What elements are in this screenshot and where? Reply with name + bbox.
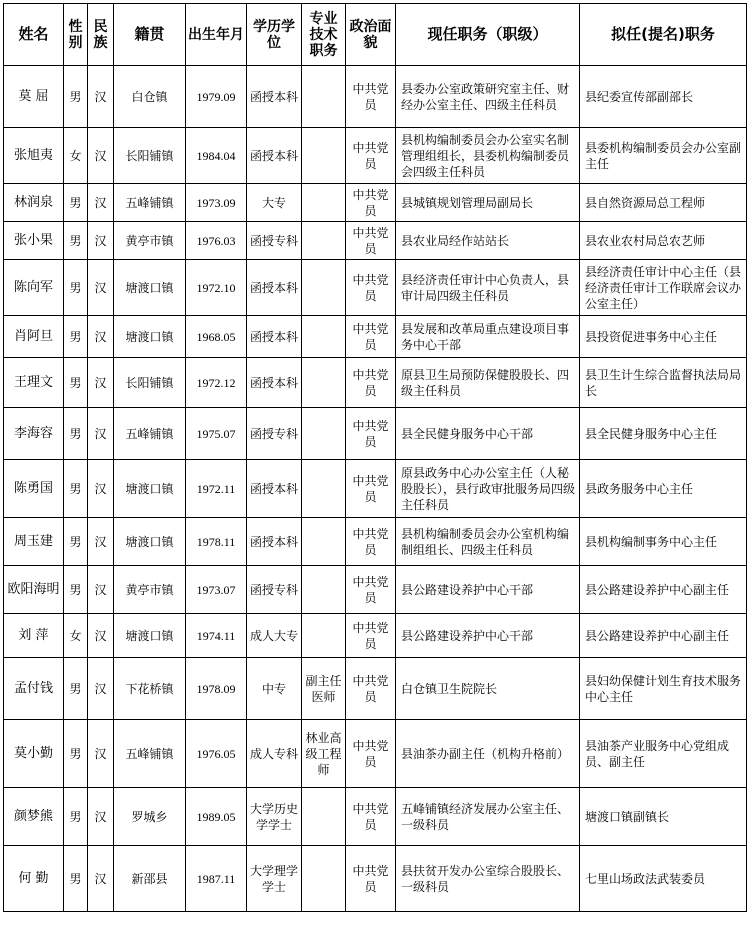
- cell-name: 张旭夷: [4, 128, 64, 184]
- cell-proposed-position: 县自然资源局总工程师: [580, 184, 747, 222]
- header-ethnicity: 民族: [88, 4, 114, 66]
- cell-ethnicity: 汉: [88, 788, 114, 846]
- cell-title: [302, 128, 346, 184]
- cell-hometown: 塘渡口镇: [114, 316, 186, 358]
- cell-proposed-position: 县经济责任审计中心主任（县经济责任审计工作联席会议办公室主任）: [580, 260, 747, 316]
- table-row: [4, 408, 747, 460]
- cell-proposed-position: 县政务服务中心主任: [580, 460, 747, 518]
- cell-political: 中共党员: [346, 222, 396, 260]
- cell-gender: 男: [64, 720, 88, 788]
- cell-gender: 男: [64, 460, 88, 518]
- cell-education: 成人大专: [247, 614, 302, 658]
- cell-name: 王理文: [4, 358, 64, 408]
- cell-education: 成人专科: [247, 720, 302, 788]
- cell-birth: 1976.05: [186, 720, 247, 788]
- cell-gender: 男: [64, 358, 88, 408]
- cell-political: 中共党员: [346, 184, 396, 222]
- table-row: [4, 846, 747, 912]
- cell-name: 刘 萍: [4, 614, 64, 658]
- cell-ethnicity: 汉: [88, 408, 114, 460]
- cell-proposed-position: 县农业农村局总农艺师: [580, 222, 747, 260]
- cell-birth: 1976.03: [186, 222, 247, 260]
- cell-ethnicity: 汉: [88, 222, 114, 260]
- cell-proposed-position: 县全民健身服务中心主任: [580, 408, 747, 460]
- header-name: 姓名: [4, 4, 64, 66]
- cell-political: 中共党员: [346, 316, 396, 358]
- cell-hometown: 塘渡口镇: [114, 518, 186, 566]
- cell-proposed-position: 县公路建设养护中心副主任: [580, 566, 747, 614]
- table-row: [4, 720, 747, 788]
- table-row: [4, 788, 747, 846]
- cell-education: 函授本科: [247, 260, 302, 316]
- cell-title: [302, 66, 346, 128]
- cell-education: 函授本科: [247, 128, 302, 184]
- cell-birth: 1973.07: [186, 566, 247, 614]
- cell-current-position: 五峰铺镇经济发展办公室主任、一级科员: [396, 788, 580, 846]
- cell-current-position: 县扶贫开发办公室综合股股长、一级科员: [396, 846, 580, 912]
- cell-name: 李海容: [4, 408, 64, 460]
- cell-title: [302, 408, 346, 460]
- cell-name: 孟付钱: [4, 658, 64, 720]
- header-hometown: 籍贯: [114, 4, 186, 66]
- cell-title: [302, 788, 346, 846]
- cell-ethnicity: 汉: [88, 66, 114, 128]
- cell-birth: 1974.11: [186, 614, 247, 658]
- cell-gender: 男: [64, 518, 88, 566]
- cell-proposed-position: 塘渡口镇副镇长: [580, 788, 747, 846]
- cell-gender: 男: [64, 66, 88, 128]
- cell-current-position: 原县卫生局预防保健股股长、四级主任科员: [396, 358, 580, 408]
- cell-ethnicity: 汉: [88, 128, 114, 184]
- cell-proposed-position: 县投资促进事务中心主任: [580, 316, 747, 358]
- table-row: [4, 460, 747, 518]
- cell-hometown: 五峰铺镇: [114, 408, 186, 460]
- cell-gender: 女: [64, 128, 88, 184]
- cell-education: 函授专科: [247, 566, 302, 614]
- header-political: 政治面貌: [346, 4, 396, 66]
- header-proposed-position: 拟任(提名)职务: [580, 4, 747, 66]
- cell-hometown: 塘渡口镇: [114, 614, 186, 658]
- table-row: [4, 128, 747, 184]
- cell-proposed-position: 县公路建设养护中心副主任: [580, 614, 747, 658]
- cell-hometown: 下花桥镇: [114, 658, 186, 720]
- cell-name: 陈向军: [4, 260, 64, 316]
- cell-ethnicity: 汉: [88, 614, 114, 658]
- cell-name: 莫 屈: [4, 66, 64, 128]
- cell-name: 何 勤: [4, 846, 64, 912]
- cell-title: [302, 260, 346, 316]
- cell-political: 中共党员: [346, 614, 396, 658]
- cell-name: 莫小勤: [4, 720, 64, 788]
- cell-current-position: 县公路建设养护中心干部: [396, 566, 580, 614]
- table-row: [4, 614, 747, 658]
- table-row: [4, 518, 747, 566]
- personnel-table: [3, 3, 747, 912]
- cell-current-position: 县机构编制委员会办公室机构编制组组长、四级主任科员: [396, 518, 580, 566]
- cell-gender: 男: [64, 260, 88, 316]
- cell-education: 函授本科: [247, 316, 302, 358]
- table-row: [4, 66, 747, 128]
- cell-proposed-position: 县纪委宣传部副部长: [580, 66, 747, 128]
- cell-current-position: 白仓镇卫生院院长: [396, 658, 580, 720]
- cell-gender: 男: [64, 316, 88, 358]
- cell-title: [302, 614, 346, 658]
- cell-birth: 1972.11: [186, 460, 247, 518]
- cell-birth: 1968.05: [186, 316, 247, 358]
- cell-proposed-position: 县卫生计生综合监督执法局局长: [580, 358, 747, 408]
- table-row: [4, 358, 747, 408]
- cell-education: 大学历史学学士: [247, 788, 302, 846]
- cell-name: 陈勇国: [4, 460, 64, 518]
- cell-birth: 1984.04: [186, 128, 247, 184]
- cell-gender: 男: [64, 184, 88, 222]
- cell-hometown: 长阳铺镇: [114, 358, 186, 408]
- table-row: [4, 566, 747, 614]
- cell-birth: 1978.11: [186, 518, 247, 566]
- cell-current-position: 县发展和改革局重点建设项目事务中心干部: [396, 316, 580, 358]
- cell-title: [302, 358, 346, 408]
- cell-ethnicity: 汉: [88, 460, 114, 518]
- table-row: [4, 222, 747, 260]
- header-title: 专业技术职务: [302, 4, 346, 66]
- cell-education: 函授本科: [247, 66, 302, 128]
- cell-ethnicity: 汉: [88, 846, 114, 912]
- cell-name: 肖阿旦: [4, 316, 64, 358]
- cell-name: 林润泉: [4, 184, 64, 222]
- cell-gender: 女: [64, 614, 88, 658]
- cell-title: 林业高级工程师: [302, 720, 346, 788]
- cell-ethnicity: 汉: [88, 358, 114, 408]
- cell-current-position: 县油茶办副主任（机构升格前）: [396, 720, 580, 788]
- cell-title: [302, 518, 346, 566]
- cell-hometown: 五峰铺镇: [114, 720, 186, 788]
- cell-proposed-position: 七里山场政法武装委员: [580, 846, 747, 912]
- cell-ethnicity: 汉: [88, 566, 114, 614]
- cell-title: 副主任医师: [302, 658, 346, 720]
- cell-gender: 男: [64, 658, 88, 720]
- cell-birth: 1978.09: [186, 658, 247, 720]
- cell-political: 中共党员: [346, 518, 396, 566]
- cell-birth: 1973.09: [186, 184, 247, 222]
- cell-ethnicity: 汉: [88, 260, 114, 316]
- cell-birth: 1987.11: [186, 846, 247, 912]
- cell-current-position: 县经济责任审计中心负责人，县审计局四级主任科员: [396, 260, 580, 316]
- cell-ethnicity: 汉: [88, 658, 114, 720]
- cell-current-position: 县公路建设养护中心干部: [396, 614, 580, 658]
- cell-gender: 男: [64, 566, 88, 614]
- cell-political: 中共党员: [346, 788, 396, 846]
- table-row: [4, 184, 747, 222]
- cell-political: 中共党员: [346, 66, 396, 128]
- cell-proposed-position: 县机构编制事务中心主任: [580, 518, 747, 566]
- cell-name: 张小果: [4, 222, 64, 260]
- cell-political: 中共党员: [346, 408, 396, 460]
- cell-political: 中共党员: [346, 566, 396, 614]
- cell-hometown: 塘渡口镇: [114, 460, 186, 518]
- cell-political: 中共党员: [346, 658, 396, 720]
- cell-birth: 1975.07: [186, 408, 247, 460]
- table-row: [4, 260, 747, 316]
- cell-title: [302, 846, 346, 912]
- cell-ethnicity: 汉: [88, 720, 114, 788]
- table-row: [4, 658, 747, 720]
- cell-ethnicity: 汉: [88, 184, 114, 222]
- table-body: [4, 66, 747, 912]
- cell-education: 函授本科: [247, 358, 302, 408]
- header-row: [4, 4, 747, 66]
- cell-name: 周玉建: [4, 518, 64, 566]
- cell-birth: 1979.09: [186, 66, 247, 128]
- cell-hometown: 五峰铺镇: [114, 184, 186, 222]
- cell-title: [302, 316, 346, 358]
- cell-name: 欧阳海明: [4, 566, 64, 614]
- header-birth: 出生年月: [186, 4, 247, 66]
- cell-ethnicity: 汉: [88, 316, 114, 358]
- cell-title: [302, 460, 346, 518]
- header-current-position: 现任职务（职级）: [396, 4, 580, 66]
- cell-current-position: 原县政务中心办公室主任（人秘股股长），县行政审批服务局四级主任科员: [396, 460, 580, 518]
- cell-birth: 1972.10: [186, 260, 247, 316]
- cell-gender: 男: [64, 408, 88, 460]
- cell-hometown: 罗城乡: [114, 788, 186, 846]
- cell-title: [302, 566, 346, 614]
- cell-education: 大学理学学士: [247, 846, 302, 912]
- cell-political: 中共党员: [346, 128, 396, 184]
- cell-education: 函授本科: [247, 460, 302, 518]
- cell-current-position: 县机构编制委员会办公室实名制管理组组长，县委机构编制委员会四级主任科员: [396, 128, 580, 184]
- cell-proposed-position: 县委机构编制委员会办公室副主任: [580, 128, 747, 184]
- cell-political: 中共党员: [346, 720, 396, 788]
- table-container: [3, 3, 747, 912]
- cell-political: 中共党员: [346, 460, 396, 518]
- cell-gender: 男: [64, 788, 88, 846]
- cell-political: 中共党员: [346, 358, 396, 408]
- cell-birth: 1989.05: [186, 788, 247, 846]
- cell-hometown: 黄亭市镇: [114, 566, 186, 614]
- cell-education: 大专: [247, 184, 302, 222]
- cell-proposed-position: 县油茶产业服务中心党组成员、副主任: [580, 720, 747, 788]
- cell-ethnicity: 汉: [88, 518, 114, 566]
- cell-hometown: 长阳铺镇: [114, 128, 186, 184]
- cell-title: [302, 222, 346, 260]
- header-education: 学历学位: [247, 4, 302, 66]
- cell-hometown: 黄亭市镇: [114, 222, 186, 260]
- cell-education: 函授本科: [247, 518, 302, 566]
- cell-current-position: 县全民健身服务中心干部: [396, 408, 580, 460]
- cell-current-position: 县委办公室政策研究室主任、财经办公室主任、四级主任科员: [396, 66, 580, 128]
- cell-title: [302, 184, 346, 222]
- cell-hometown: 塘渡口镇: [114, 260, 186, 316]
- cell-political: 中共党员: [346, 846, 396, 912]
- cell-name: 颜梦熊: [4, 788, 64, 846]
- cell-hometown: 白仓镇: [114, 66, 186, 128]
- table-row: [4, 316, 747, 358]
- cell-gender: 男: [64, 846, 88, 912]
- cell-proposed-position: 县妇幼保健计划生育技术服务中心主任: [580, 658, 747, 720]
- cell-education: 中专: [247, 658, 302, 720]
- cell-current-position: 县农业局经作站站长: [396, 222, 580, 260]
- cell-current-position: 县城镇规划管理局副局长: [396, 184, 580, 222]
- header-gender: 性别: [64, 4, 88, 66]
- cell-birth: 1972.12: [186, 358, 247, 408]
- cell-hometown: 新邵县: [114, 846, 186, 912]
- cell-education: 函授专科: [247, 408, 302, 460]
- cell-gender: 男: [64, 222, 88, 260]
- cell-political: 中共党员: [346, 260, 396, 316]
- cell-education: 函授专科: [247, 222, 302, 260]
